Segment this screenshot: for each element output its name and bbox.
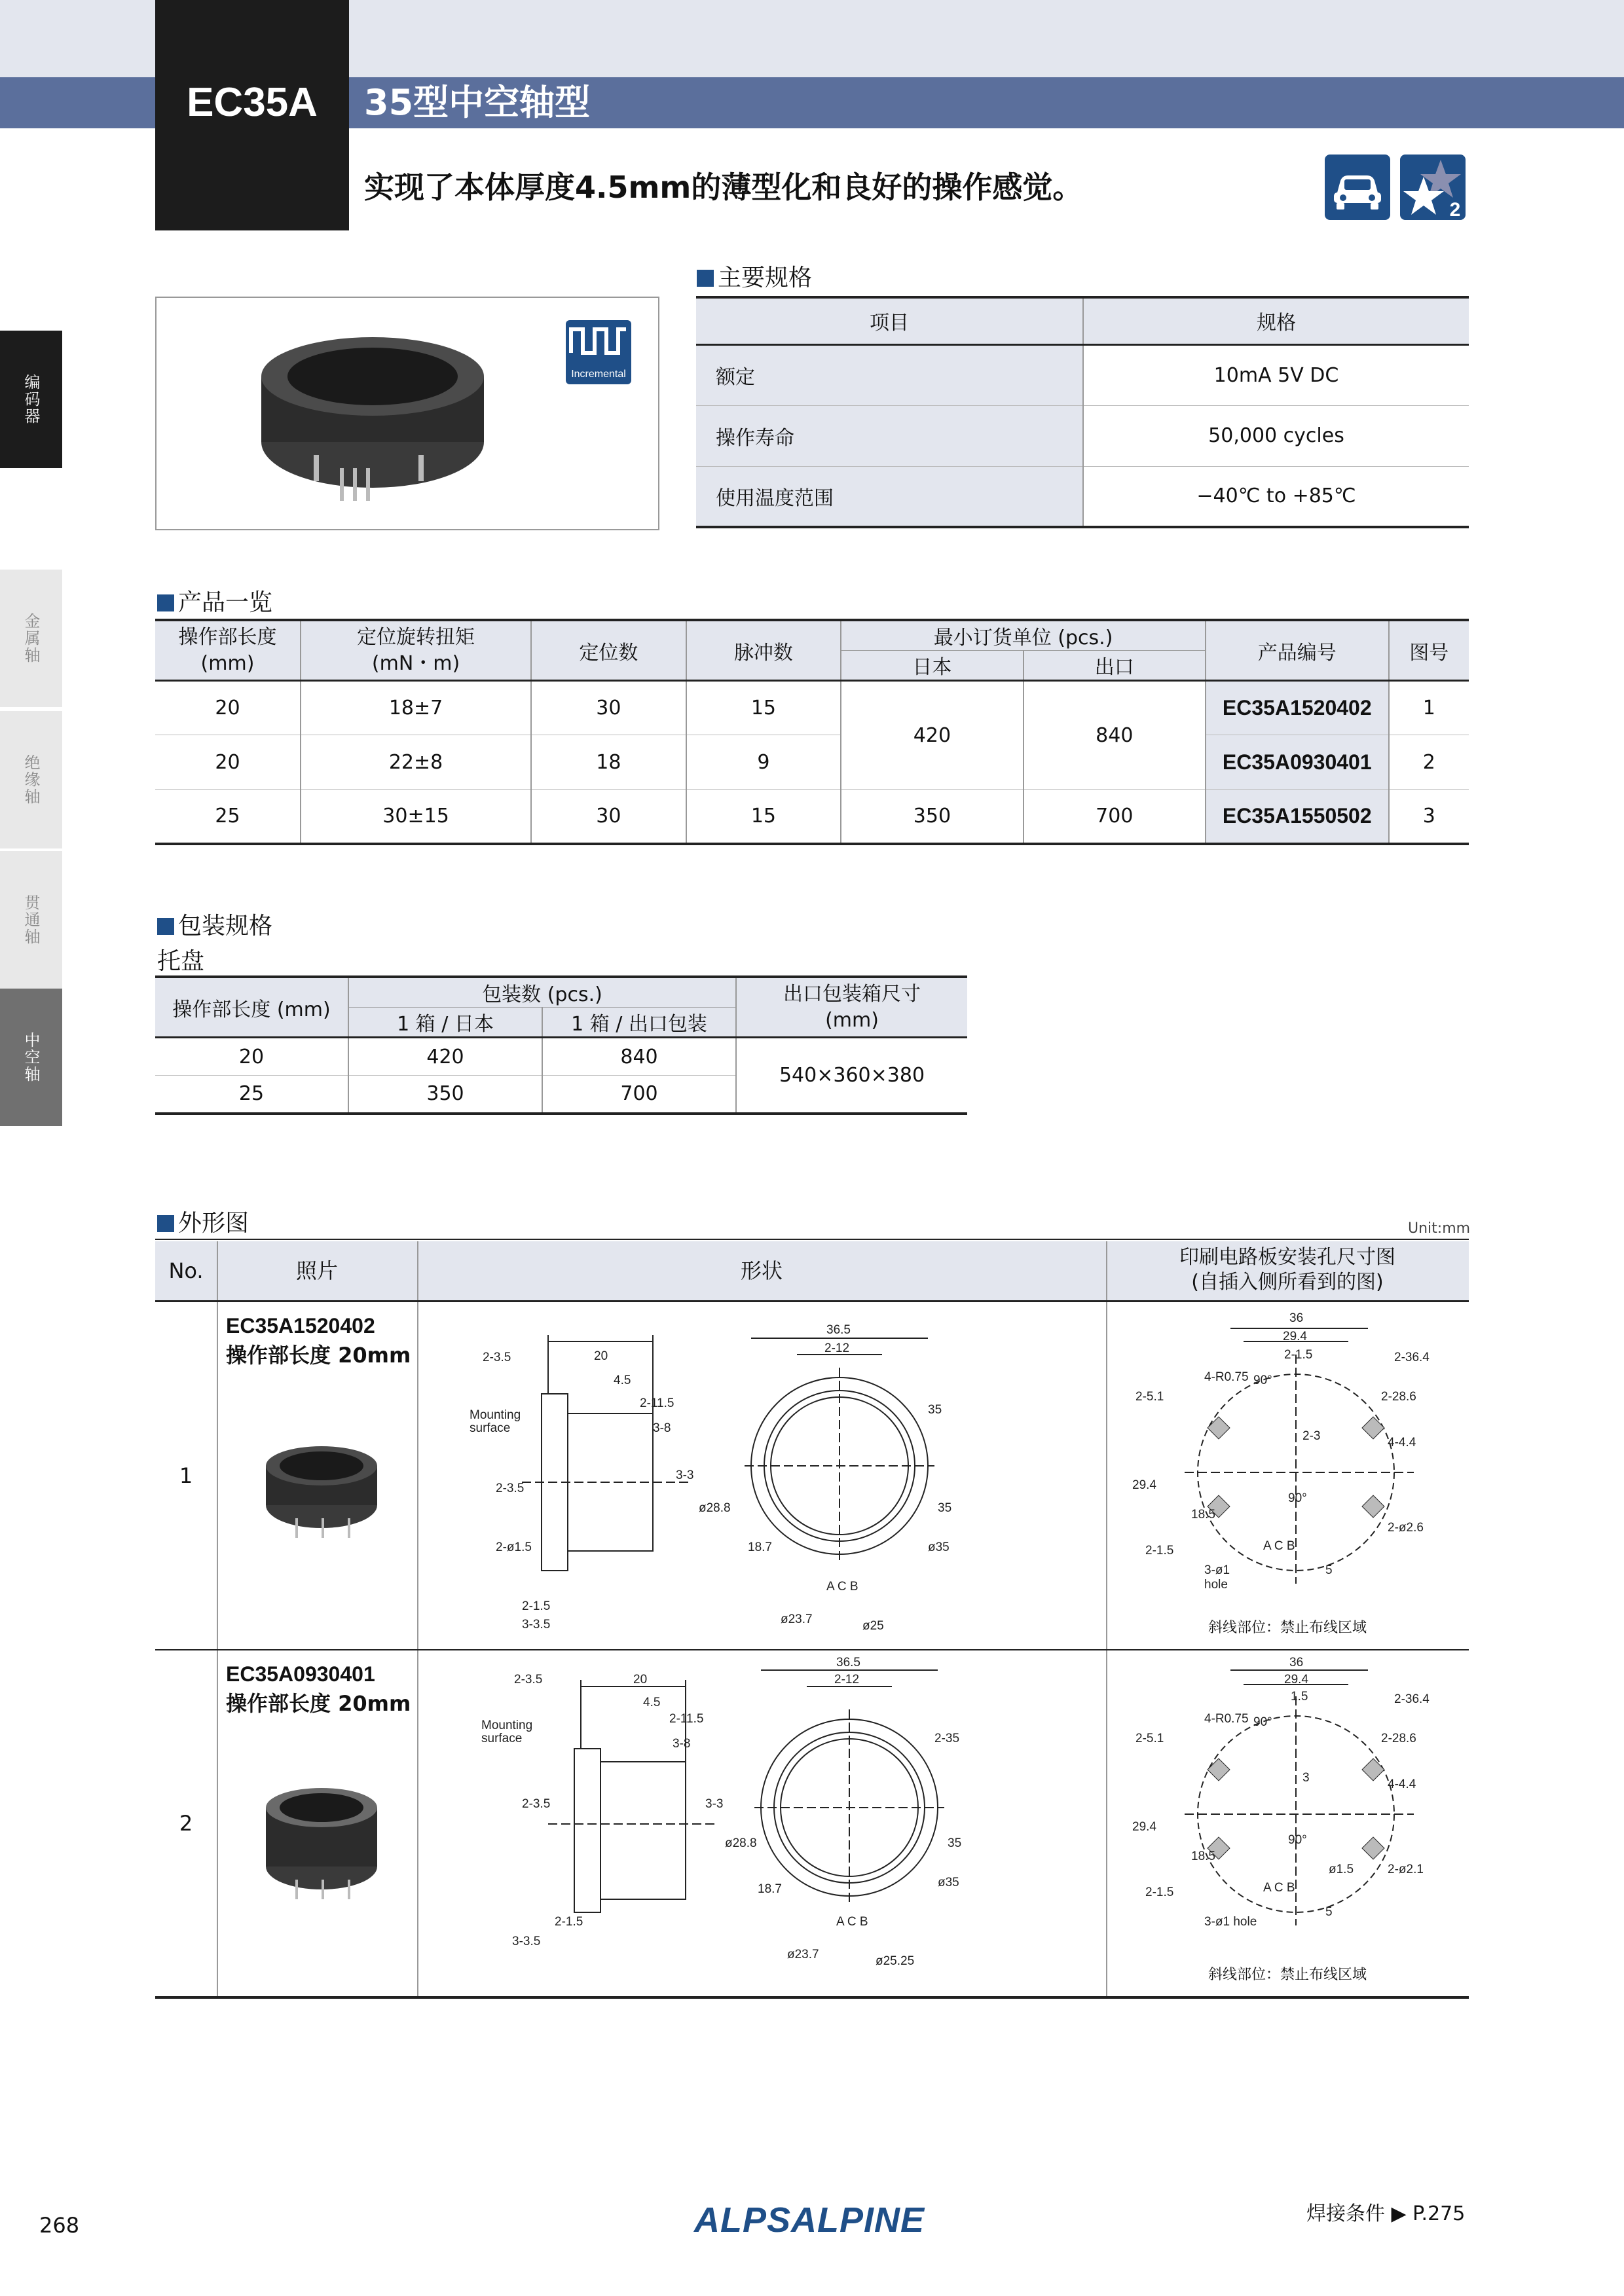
svg-text:4-R0.75: 4-R0.75	[1204, 1370, 1249, 1384]
svg-text:3-ø1: 3-ø1	[1204, 1563, 1230, 1577]
product-fig: 3	[1422, 804, 1435, 828]
svg-text:3: 3	[1302, 1771, 1310, 1785]
svg-text:ø35: ø35	[928, 1540, 950, 1554]
svg-text:29.4: 29.4	[1283, 1330, 1307, 1343]
product-pulses: 9	[686, 735, 841, 790]
svg-text:18.7: 18.7	[758, 1882, 782, 1896]
product-torque: 30±15	[301, 790, 531, 844]
svg-text:36: 36	[1289, 1311, 1304, 1325]
product-detents: 18	[531, 735, 686, 790]
svg-text:35: 35	[928, 1403, 942, 1417]
product-part-number: EC35A1520402	[1206, 681, 1389, 735]
outline-part-number: EC35A1520402	[226, 1314, 375, 1338]
packaging-box-size: 540×360×380	[779, 1063, 925, 1087]
pcb-note: 斜线部位：禁止布线区域	[1208, 1620, 1367, 1636]
svg-text:ø28.8: ø28.8	[699, 1501, 731, 1515]
svg-text:36.5: 36.5	[836, 1656, 860, 1669]
specs-table	[696, 296, 1469, 528]
incremental-badge	[566, 320, 631, 384]
svg-text:A C B: A C B	[826, 1580, 858, 1594]
svg-text:36.5: 36.5	[826, 1323, 851, 1337]
svg-text:Mounting: Mounting	[470, 1408, 521, 1422]
product-detents: 30	[531, 790, 686, 844]
products-header-torque: 定位旋转扭矩 (mN・m)	[301, 620, 531, 681]
packaging-subtitle: 托盘	[157, 948, 205, 975]
packaging-length: 25	[155, 1076, 348, 1114]
svg-text:2-ø2.6: 2-ø2.6	[1388, 1521, 1424, 1535]
products-header-fig: 图号	[1409, 641, 1449, 665]
page-number: 268	[39, 2213, 80, 2238]
svg-text:29.4: 29.4	[1132, 1478, 1156, 1492]
product-part-number: EC35A0930401	[1206, 735, 1389, 790]
svg-text:2-3: 2-3	[1302, 1429, 1321, 1443]
side-tab-hollow-shaft[interactable]: 中空轴	[0, 989, 62, 1126]
outline-length-label: 操作部长度 20mm	[226, 1343, 411, 1368]
products-header-moq-jp: 日本	[841, 651, 1023, 681]
star-rank-icon	[1400, 155, 1466, 220]
svg-text:3-ø1 hole: 3-ø1 hole	[1204, 1915, 1257, 1929]
product-torque: 18±7	[301, 681, 531, 735]
side-tab-encoder[interactable]: 编码器	[0, 331, 62, 468]
svg-text:2-1.5: 2-1.5	[1145, 1886, 1174, 1899]
model-name: EC35A	[187, 80, 318, 125]
packaging-qty-ex: 700	[542, 1076, 736, 1114]
svg-text:20: 20	[594, 1349, 608, 1363]
svg-text:18.5: 18.5	[1191, 1508, 1215, 1522]
specs-header-item: 项目	[696, 297, 1083, 344]
specs-title: 主要规格	[697, 259, 812, 293]
svg-text:29.4: 29.4	[1132, 1820, 1156, 1834]
product-length: 25	[155, 790, 301, 844]
encoder-photo-small	[256, 1768, 387, 1906]
pcb-hole-drawing-1	[1106, 1302, 1469, 1616]
svg-text:4-4.4: 4-4.4	[1388, 1436, 1416, 1449]
svg-text:4.5: 4.5	[643, 1696, 661, 1709]
specs-row-label: 使用温度范围	[696, 466, 1083, 527]
packaging-header-box: 出口包装箱尺寸 (mm)	[783, 982, 921, 1032]
outline-title: 外形图	[157, 1205, 249, 1238]
svg-text:2-1.5: 2-1.5	[522, 1599, 551, 1613]
svg-text:surface: surface	[470, 1421, 511, 1435]
svg-text:3-3: 3-3	[705, 1797, 724, 1811]
packaging-header-length: 操作部长度 (mm)	[155, 977, 348, 1038]
product-detents: 30	[531, 681, 686, 735]
svg-text:2-3.5: 2-3.5	[483, 1351, 511, 1364]
product-photo-box	[155, 297, 659, 530]
soldering-reference-link[interactable]: 焊接条件 ▶ P.275	[1306, 2202, 1466, 2225]
tagline: 实现了本体厚度4.5mm的薄型化和良好的操作感觉。	[364, 170, 1083, 205]
svg-text:ø25: ø25	[862, 1619, 884, 1633]
svg-text:ø35: ø35	[938, 1876, 959, 1889]
specs-row-label: 操作寿命	[696, 405, 1083, 466]
svg-text:2-11.5: 2-11.5	[669, 1712, 704, 1726]
rank-number: 2	[1449, 199, 1461, 220]
product-pulses: 15	[686, 790, 841, 844]
svg-text:2-ø2.1: 2-ø2.1	[1388, 1863, 1424, 1876]
svg-text:36: 36	[1289, 1656, 1304, 1669]
specs-row-value: 10mA 5V DC	[1213, 363, 1339, 387]
outline-header-shape: 形状	[417, 1241, 1107, 1300]
svg-text:3-8: 3-8	[673, 1737, 691, 1751]
svg-text:2-ø1.5: 2-ø1.5	[496, 1540, 532, 1554]
outline-no: 2	[155, 1650, 218, 1996]
alpsalpine-logo: ALPSALPINE	[694, 2200, 925, 2240]
packaging-header-qty-ex: 1 箱 / 出口包装	[542, 1008, 736, 1038]
outline-pcb-cell	[1106, 1302, 1469, 1649]
packaging-length: 20	[155, 1038, 348, 1076]
pcb-note: 斜线部位：禁止布线区域	[1208, 1967, 1367, 1983]
car-icon	[1325, 155, 1390, 220]
svg-text:20: 20	[633, 1673, 648, 1686]
svg-text:4.5: 4.5	[614, 1374, 631, 1387]
encoder-photo-small	[256, 1420, 387, 1551]
product-moq-ex: 700	[1024, 790, 1206, 844]
specs-header-spec: 规格	[1257, 312, 1296, 335]
outline-drawing-1	[417, 1302, 1106, 1649]
svg-text:2-3.5: 2-3.5	[522, 1797, 551, 1811]
svg-text:A C B: A C B	[1263, 1881, 1295, 1895]
svg-text:3-8: 3-8	[653, 1421, 671, 1435]
outline-shape-cell	[417, 1650, 1107, 1996]
packaging-header-qty-jp: 1 箱 / 日本	[348, 1008, 542, 1038]
outline-photo-cell	[217, 1650, 418, 1996]
side-tab-metal-shaft[interactable]: 金属轴	[0, 570, 62, 707]
packaging-header-qty: 包装数 (pcs.)	[348, 977, 736, 1008]
svg-text:A C B: A C B	[836, 1915, 868, 1929]
series-title: 35型中空轴型	[364, 82, 591, 123]
outline-no: 1	[155, 1302, 218, 1649]
product-torque: 22±8	[301, 735, 531, 790]
products-header-length: 操作部长度 (mm)	[155, 620, 301, 681]
svg-text:hole: hole	[1204, 1578, 1228, 1592]
incremental-label: Incremental	[571, 369, 626, 380]
product-moq-jp: 350	[841, 790, 1023, 844]
svg-text:Mounting: Mounting	[481, 1719, 533, 1732]
outline-length-label: 操作部长度 20mm	[226, 1691, 411, 1716]
svg-text:2-36.4: 2-36.4	[1394, 1692, 1430, 1706]
product-moq-ex: 840	[1024, 681, 1206, 790]
svg-text:90°: 90°	[1253, 1374, 1272, 1387]
svg-text:2-1.5: 2-1.5	[1145, 1544, 1174, 1558]
product-length: 20	[155, 681, 301, 735]
outline-header-no: No.	[155, 1241, 218, 1300]
packaging-qty-ex: 840	[542, 1038, 736, 1076]
svg-text:2-12: 2-12	[834, 1673, 860, 1686]
product-fig: 2	[1422, 750, 1435, 774]
product-length: 20	[155, 735, 301, 790]
product-moq-jp: 420	[841, 681, 1023, 790]
svg-text:18.7: 18.7	[748, 1540, 772, 1554]
products-header-detents: 定位数	[531, 620, 686, 681]
outline-part-number: EC35A0930401	[226, 1662, 375, 1686]
svg-text:2-28.6: 2-28.6	[1381, 1732, 1416, 1745]
product-part-number: EC35A1550502	[1206, 790, 1389, 844]
svg-text:2-12: 2-12	[824, 1341, 850, 1355]
svg-text:2-28.6: 2-28.6	[1381, 1390, 1416, 1404]
svg-text:surface: surface	[481, 1732, 523, 1745]
product-fig: 1	[1422, 697, 1435, 720]
svg-text:2-1.5: 2-1.5	[555, 1915, 583, 1929]
packaging-table	[155, 975, 967, 1115]
svg-text:35: 35	[938, 1501, 952, 1515]
outline-header-photo: 照片	[217, 1241, 418, 1300]
svg-text:2-35: 2-35	[934, 1732, 960, 1745]
svg-text:ø23.7: ø23.7	[781, 1613, 813, 1626]
product-pulses: 15	[686, 681, 841, 735]
svg-text:90°: 90°	[1288, 1491, 1307, 1505]
svg-text:18.5: 18.5	[1191, 1850, 1215, 1863]
outline-header	[155, 1241, 1469, 1302]
svg-text:3-3.5: 3-3.5	[522, 1618, 551, 1631]
svg-text:5: 5	[1325, 1563, 1333, 1577]
svg-text:1.5: 1.5	[1291, 1690, 1308, 1704]
svg-text:3-3.5: 3-3.5	[512, 1935, 541, 1948]
outline-header-pcb: 印刷电路板安装孔尺寸图 (自插入侧所看到的图)	[1179, 1246, 1395, 1294]
outline-shape-cell	[417, 1302, 1107, 1649]
svg-text:2-11.5: 2-11.5	[640, 1396, 674, 1410]
svg-text:5: 5	[1325, 1905, 1333, 1919]
svg-text:ø1.5: ø1.5	[1329, 1863, 1354, 1876]
pcb-hole-drawing-2	[1106, 1650, 1469, 1965]
svg-text:2-1.5: 2-1.5	[1284, 1348, 1313, 1362]
svg-text:4-4.4: 4-4.4	[1388, 1777, 1416, 1791]
specs-row-value: 50,000 cycles	[1208, 424, 1344, 447]
packaging-title: 包装规格	[157, 907, 272, 941]
svg-text:ø25.25: ø25.25	[876, 1954, 915, 1968]
specs-row-value: −40℃ to +85℃	[1196, 484, 1356, 508]
packaging-qty-jp: 420	[348, 1038, 542, 1076]
unit-label: Unit:mm	[1408, 1220, 1471, 1237]
svg-text:A C B: A C B	[1263, 1539, 1295, 1553]
products-title: 产品一览	[157, 584, 272, 617]
svg-text:35: 35	[948, 1836, 962, 1850]
svg-text:ø28.8: ø28.8	[725, 1836, 757, 1850]
svg-text:29.4: 29.4	[1284, 1673, 1308, 1686]
outline-row-1	[155, 1302, 1469, 1650]
svg-text:2-5.1: 2-5.1	[1135, 1732, 1164, 1745]
svg-text:2-3.5: 2-3.5	[514, 1673, 543, 1686]
specs-row-label: 额定	[696, 344, 1083, 405]
svg-text:4-R0.75: 4-R0.75	[1204, 1712, 1249, 1726]
side-tab-insulated-shaft[interactable]: 绝缘轴	[0, 711, 62, 848]
products-table	[155, 619, 1469, 845]
svg-text:2-36.4: 2-36.4	[1394, 1351, 1430, 1364]
svg-text:ø23.7: ø23.7	[787, 1948, 819, 1961]
svg-text:90°: 90°	[1288, 1833, 1307, 1847]
svg-text:90°: 90°	[1253, 1715, 1272, 1729]
svg-text:3-3: 3-3	[676, 1468, 694, 1482]
products-header-moq: 最小订货单位 (pcs.)	[841, 620, 1206, 651]
svg-text:2-5.1: 2-5.1	[1135, 1390, 1164, 1404]
side-tab-through-shaft[interactable]: 贯通轴	[0, 851, 62, 989]
outline-photo-cell	[217, 1302, 418, 1649]
products-header-part: 产品编号	[1206, 620, 1389, 681]
svg-text:2-3.5: 2-3.5	[496, 1482, 525, 1495]
outline-row-2	[155, 1650, 1469, 1999]
outline-pcb-cell	[1106, 1650, 1469, 1996]
products-header-moq-ex: 出口	[1024, 651, 1206, 681]
outline-drawing-2	[417, 1650, 1106, 1996]
pulse-wave-icon	[566, 320, 631, 366]
products-header-pulses: 脉冲数	[686, 620, 841, 681]
packaging-qty-jp: 350	[348, 1076, 542, 1114]
